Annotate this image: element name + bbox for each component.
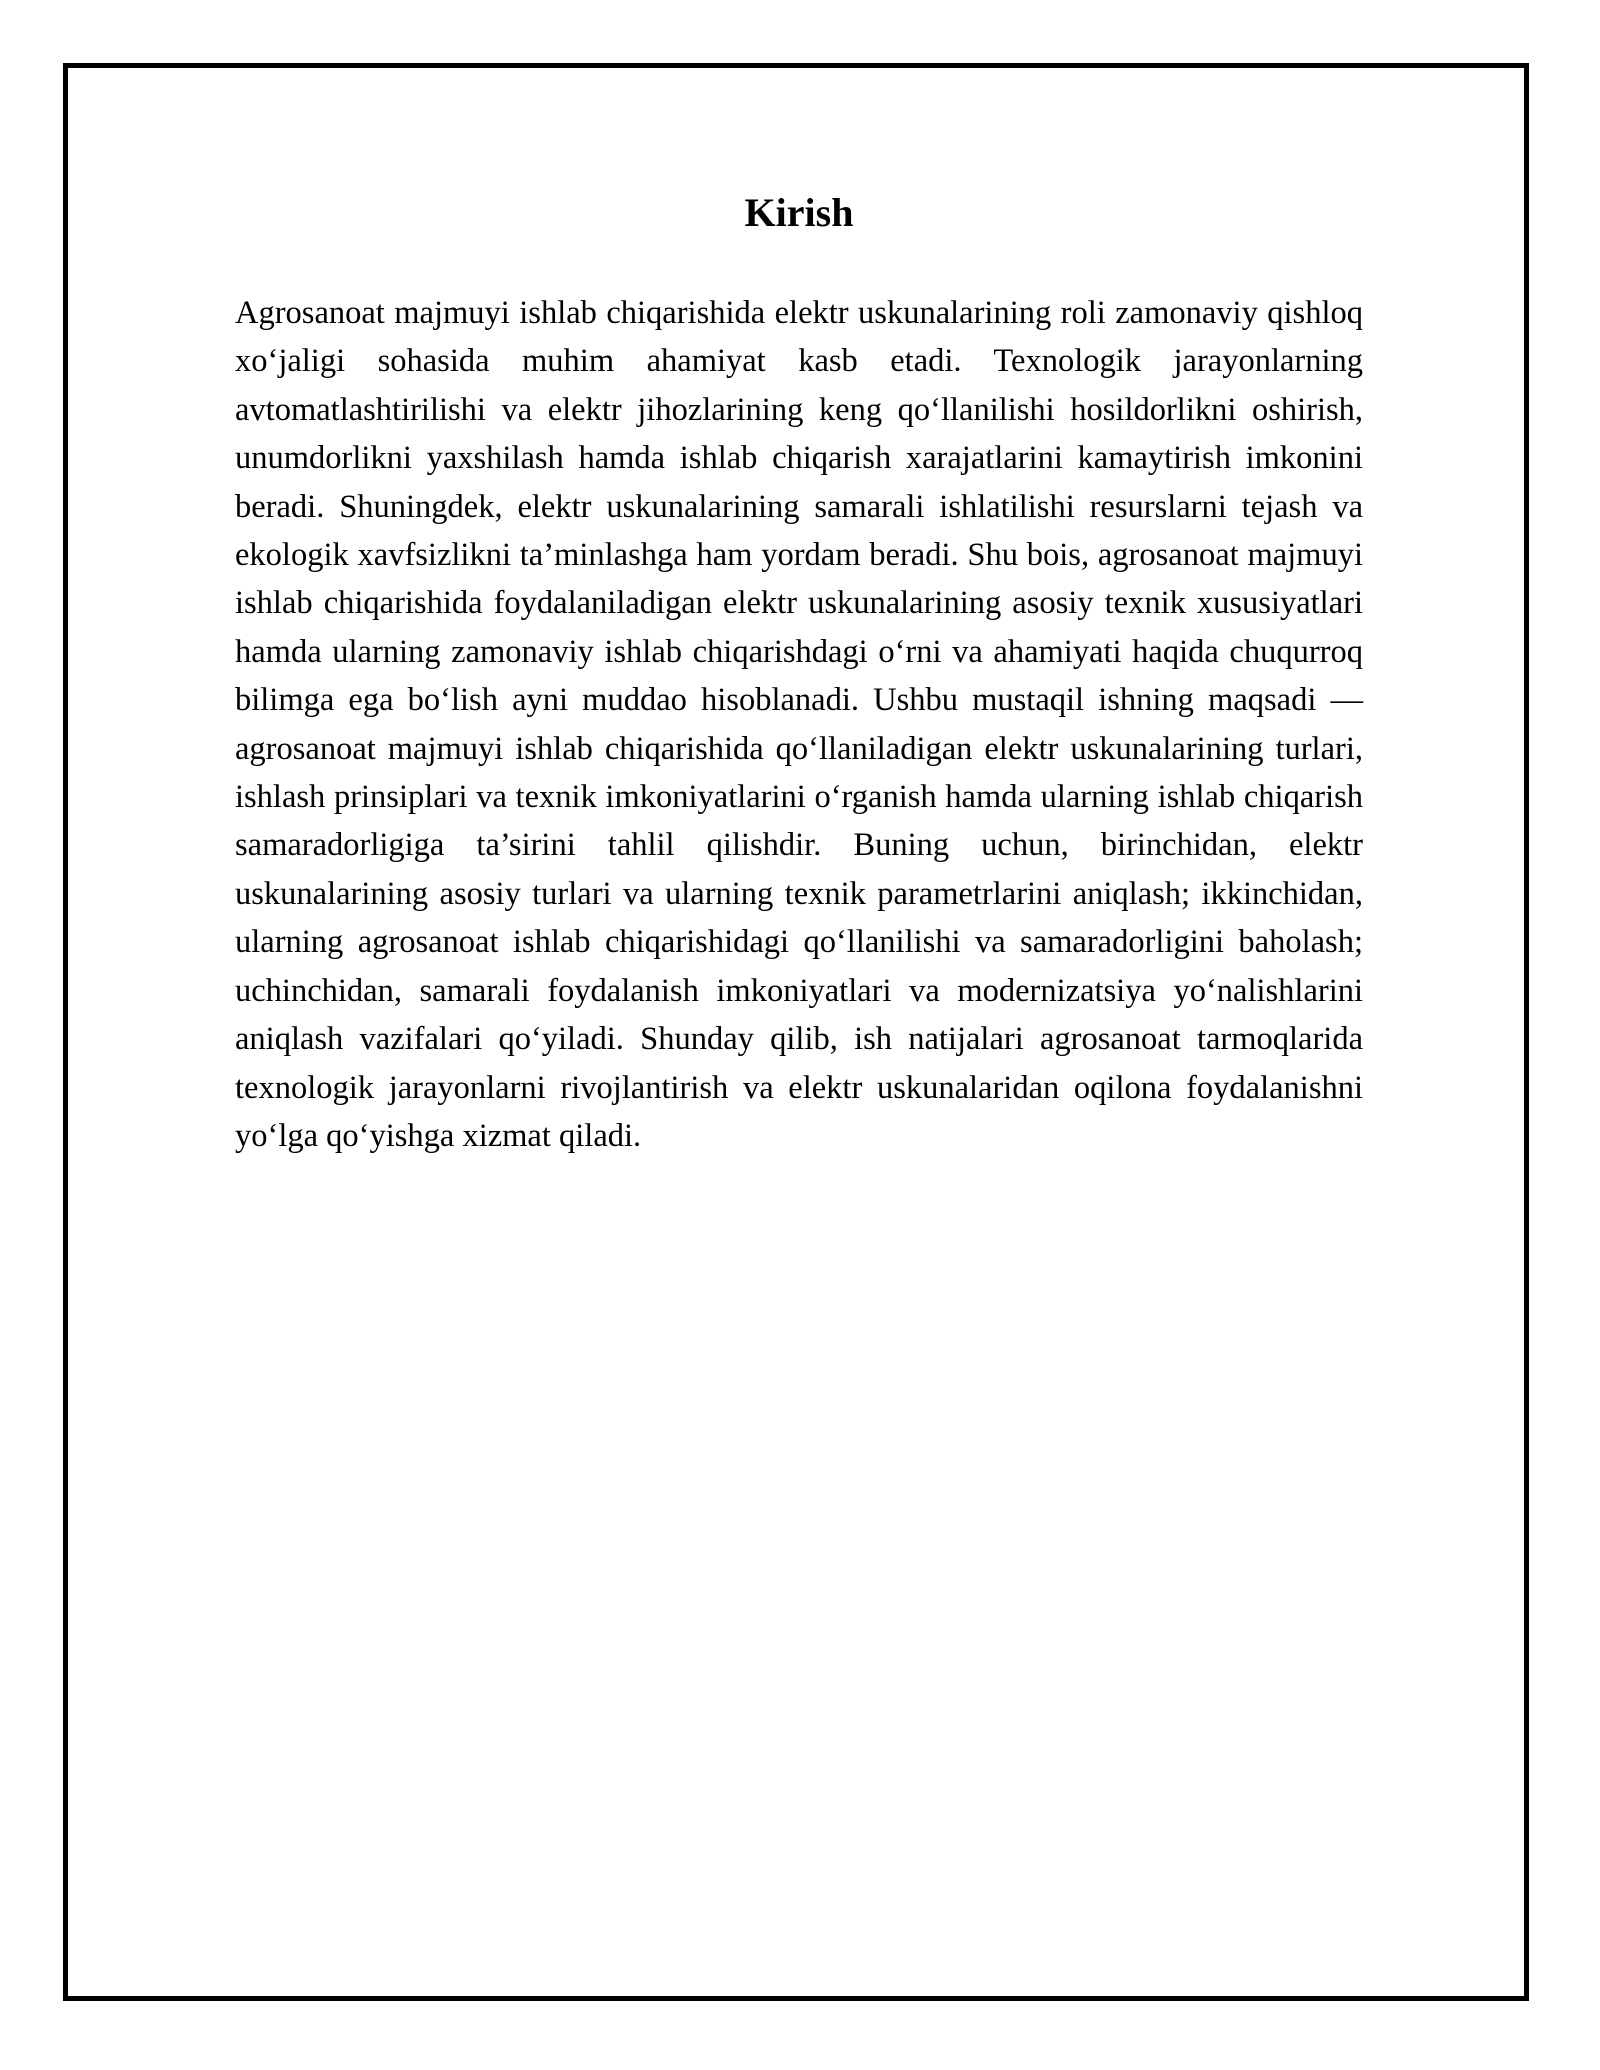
document-content xyxy=(235,185,1363,1160)
body-paragraph: Agrosanoat majmuyi ishlab chiqarishida elektr uskunalarining roli zamonaviy qishloq xo‘jaligi sohasida muhim ahamiyat kasb etadi. Texnologik jarayonlarning avtomatlashtirilishi va elektr jihozlarining keng qo‘llanilishi hosildorlikni oshirish, unumdorlikni yaxshilash hamda ishlab chiqarish xarajatlarini kamaytirish imkonini beradi. Shuningdek, elektr uskunalarining samarali ishlatilishi resurslarni tejash va ekologik xavfsizlikni ta’minlashga ham yordam beradi. Shu bois, agrosanoat majmuyi ishlab chiqarishida foydalaniladigan elektr uskunalarining asosiy texnik xususiyatlari hamda ularning zamonaviy ishlab chiqarishdagi o‘rni va ahamiyati haqida chuqurroq bilimga ega bo‘lish ayni muddao hisoblanadi. Ushbu mustaqil ishning maqsadi — agrosanoat majmuyi ishlab chiqarishida qo‘llaniladigan elektr uskunalarining turlari, ishlash prinsiplari va texnik imkoniyatlarini o‘rganish hamda ularning ishlab chiqarish samaradorligiga ta’sirini tahlil qilishdir. Buning uchun, birinchidan, elektr uskunalarining asosiy turlari va ularning texnik parametrlarini aniqlash; ikkinchidan, ularning agrosanoat ishlab chiqarishidagi qo‘llanilishi va samaradorligini baholash; uchinchidan, samarali foydalanish imkoniyatlari va modernizatsiya yo‘nalishlarini aniqlash vazifalari qo‘yiladi. Shunday qilib, ish natijalari agrosanoat tarmoqlarida texnologik jarayonlarni rivojlantirish va elektr uskunalaridan oqilona foydalanishni yo‘lga qo‘yishga xizmat qiladi. xyxy=(235,295,1363,1154)
page-title: Kirish xyxy=(744,190,854,235)
